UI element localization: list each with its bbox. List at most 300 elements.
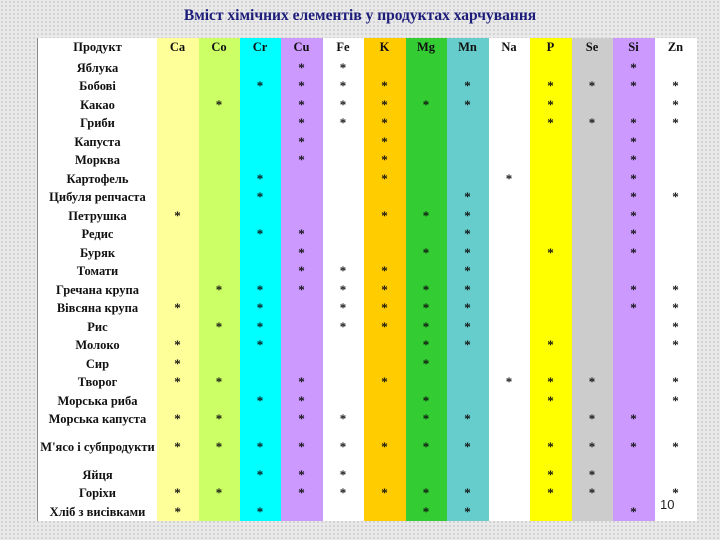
cell-p bbox=[530, 392, 572, 411]
cell-co bbox=[199, 318, 240, 337]
cell-mg bbox=[406, 225, 447, 244]
cell-cr bbox=[240, 392, 281, 411]
cell-mn bbox=[447, 59, 489, 78]
presence-mark: * bbox=[422, 318, 430, 334]
cell-se bbox=[572, 336, 613, 355]
presence-mark: * bbox=[256, 170, 264, 186]
presence-mark: * bbox=[339, 78, 347, 94]
cell-cr bbox=[240, 207, 281, 226]
cell-si bbox=[613, 151, 655, 170]
presence-mark: * bbox=[381, 439, 388, 454]
cell-ca bbox=[157, 281, 199, 300]
presence-mark: * bbox=[464, 503, 471, 519]
product-name: Капуста bbox=[38, 133, 158, 152]
header-cu: Cu bbox=[281, 38, 323, 59]
presence-mark: * bbox=[464, 300, 471, 316]
cell-co bbox=[199, 484, 240, 503]
cell-co bbox=[199, 133, 240, 152]
cell-si bbox=[613, 59, 655, 78]
cell-co bbox=[199, 355, 240, 374]
presence-mark: * bbox=[256, 300, 264, 316]
cell-cu bbox=[281, 59, 323, 78]
cell-ca bbox=[157, 355, 199, 374]
cell-mg bbox=[406, 392, 447, 411]
cell-si bbox=[613, 96, 655, 115]
cell-p bbox=[530, 207, 572, 226]
presence-mark: * bbox=[381, 263, 388, 279]
cell-mg bbox=[406, 262, 447, 281]
cell-ca bbox=[157, 188, 199, 207]
cell-ca bbox=[157, 151, 199, 170]
cell-cu bbox=[281, 114, 323, 133]
cell-mn bbox=[447, 392, 489, 411]
cell-co bbox=[199, 281, 240, 300]
header-ca: Ca bbox=[157, 38, 199, 59]
product-name: Томати bbox=[38, 262, 158, 281]
table-row bbox=[38, 114, 697, 133]
product-name: Картофель bbox=[38, 170, 158, 189]
table-row bbox=[38, 133, 697, 152]
header-mn: Mn bbox=[447, 38, 489, 59]
header-zn: Zn bbox=[655, 38, 697, 59]
cell-si bbox=[613, 484, 655, 503]
cell-fe bbox=[323, 114, 364, 133]
cell-si bbox=[613, 114, 655, 133]
cell-cu bbox=[281, 281, 323, 300]
table-row bbox=[38, 225, 697, 244]
presence-mark: * bbox=[588, 485, 596, 501]
cell-p bbox=[530, 503, 572, 522]
cell-cr bbox=[240, 336, 281, 355]
presence-mark: * bbox=[505, 374, 513, 390]
header-mg: Mg bbox=[406, 38, 447, 59]
cell-mg bbox=[406, 170, 447, 189]
cell-mn bbox=[447, 503, 489, 522]
cell-mg bbox=[406, 133, 447, 152]
presence-mark: * bbox=[630, 189, 637, 205]
cell-mg bbox=[406, 336, 447, 355]
cell-p bbox=[530, 151, 572, 170]
presence-mark: * bbox=[630, 115, 637, 131]
cell-cu bbox=[281, 336, 323, 355]
presence-mark: * bbox=[672, 485, 679, 501]
cell-ca bbox=[157, 207, 199, 226]
cell-se bbox=[572, 299, 613, 318]
cell-co bbox=[199, 373, 240, 392]
presence-mark: * bbox=[547, 337, 554, 353]
cell-mn bbox=[447, 336, 489, 355]
presence-mark: * bbox=[672, 300, 679, 316]
presence-mark: * bbox=[381, 152, 388, 168]
cell-k bbox=[364, 77, 406, 96]
cell-fe bbox=[323, 244, 364, 263]
cell-ca bbox=[157, 114, 199, 133]
presence-mark: * bbox=[215, 318, 223, 334]
cell-cu bbox=[281, 299, 323, 318]
presence-mark: * bbox=[630, 59, 637, 75]
table-row bbox=[38, 170, 697, 189]
cell-zn bbox=[655, 262, 697, 281]
cell-co bbox=[199, 96, 240, 115]
product-name: Петрушка bbox=[38, 207, 158, 226]
cell-ca bbox=[157, 59, 199, 78]
header-cr: Cr bbox=[240, 38, 281, 59]
cell-cr bbox=[240, 318, 281, 337]
presence-mark: * bbox=[630, 78, 637, 94]
cell-cr bbox=[240, 96, 281, 115]
cell-na bbox=[489, 244, 530, 263]
table-row bbox=[38, 299, 697, 318]
header-p: P bbox=[530, 38, 572, 59]
cell-p bbox=[530, 336, 572, 355]
cell-se bbox=[572, 373, 613, 392]
cell-fe bbox=[323, 59, 364, 78]
cell-si bbox=[613, 503, 655, 522]
cell-si bbox=[613, 392, 655, 411]
cell-fe bbox=[323, 262, 364, 281]
presence-mark: * bbox=[422, 439, 430, 454]
presence-mark: * bbox=[339, 439, 347, 454]
presence-mark: * bbox=[464, 78, 471, 94]
presence-mark: * bbox=[547, 78, 554, 94]
cell-cu bbox=[281, 466, 323, 485]
cell-co bbox=[199, 299, 240, 318]
cell-zn bbox=[655, 114, 697, 133]
cell-fe bbox=[323, 466, 364, 485]
presence-mark: * bbox=[298, 374, 305, 390]
presence-mark: * bbox=[339, 300, 347, 316]
presence-mark: * bbox=[298, 78, 305, 94]
cell-fe bbox=[323, 392, 364, 411]
presence-mark: * bbox=[464, 226, 471, 242]
presence-mark: * bbox=[464, 207, 471, 223]
cell-mn bbox=[447, 170, 489, 189]
presence-mark: * bbox=[630, 439, 637, 454]
presence-mark: * bbox=[215, 485, 223, 501]
presence-mark: * bbox=[381, 78, 388, 94]
presence-mark: * bbox=[256, 466, 264, 482]
cell-ca bbox=[157, 392, 199, 411]
cell-cu bbox=[281, 429, 323, 466]
presence-mark: * bbox=[422, 392, 430, 408]
presence-mark: * bbox=[630, 244, 637, 260]
cell-ca bbox=[157, 429, 199, 466]
cell-p bbox=[530, 59, 572, 78]
cell-cu bbox=[281, 151, 323, 170]
table-row bbox=[38, 484, 697, 503]
presence-mark: * bbox=[256, 439, 264, 454]
cell-p bbox=[530, 355, 572, 374]
cell-ca bbox=[157, 170, 199, 189]
presence-mark: * bbox=[215, 374, 223, 390]
cell-k bbox=[364, 318, 406, 337]
cell-p bbox=[530, 281, 572, 300]
presence-mark: * bbox=[464, 411, 471, 427]
product-name: Морська риба bbox=[38, 392, 158, 411]
cell-fe bbox=[323, 336, 364, 355]
cell-mg bbox=[406, 299, 447, 318]
table-row bbox=[38, 207, 697, 226]
cell-na bbox=[489, 114, 530, 133]
product-name: Творог bbox=[38, 373, 158, 392]
cell-ca bbox=[157, 225, 199, 244]
cell-k bbox=[364, 281, 406, 300]
cell-na bbox=[489, 392, 530, 411]
cell-se bbox=[572, 188, 613, 207]
presence-mark: * bbox=[630, 133, 637, 149]
cell-co bbox=[199, 225, 240, 244]
cell-mn bbox=[447, 281, 489, 300]
cell-co bbox=[199, 410, 240, 429]
presence-mark: * bbox=[298, 485, 305, 501]
cell-k bbox=[364, 207, 406, 226]
cell-co bbox=[199, 503, 240, 522]
presence-mark: * bbox=[630, 226, 637, 242]
cell-mg bbox=[406, 59, 447, 78]
product-name: Гречана крупа bbox=[38, 281, 158, 300]
cell-mn bbox=[447, 225, 489, 244]
cell-mg bbox=[406, 244, 447, 263]
cell-zn bbox=[655, 59, 697, 78]
cell-se bbox=[572, 392, 613, 411]
presence-mark: * bbox=[339, 411, 347, 427]
cell-zn bbox=[655, 392, 697, 411]
cell-co bbox=[199, 188, 240, 207]
cell-zn bbox=[655, 133, 697, 152]
presence-mark: * bbox=[381, 485, 388, 501]
cell-mg bbox=[406, 318, 447, 337]
cell-si bbox=[613, 244, 655, 263]
cell-mn bbox=[447, 410, 489, 429]
product-name: Молоко bbox=[38, 336, 158, 355]
cell-cu bbox=[281, 355, 323, 374]
cell-cr bbox=[240, 77, 281, 96]
cell-se bbox=[572, 114, 613, 133]
header-co: Co bbox=[199, 38, 240, 59]
cell-cr bbox=[240, 299, 281, 318]
presence-mark: * bbox=[464, 263, 471, 279]
cell-na bbox=[489, 318, 530, 337]
presence-mark: * bbox=[464, 337, 471, 353]
cell-k bbox=[364, 355, 406, 374]
presence-mark: * bbox=[505, 170, 513, 186]
cell-si bbox=[613, 207, 655, 226]
presence-mark: * bbox=[464, 244, 471, 260]
cell-zn bbox=[655, 207, 697, 226]
cell-zn bbox=[655, 96, 697, 115]
cell-cu bbox=[281, 188, 323, 207]
cell-na bbox=[489, 59, 530, 78]
cell-cu bbox=[281, 484, 323, 503]
cell-se bbox=[572, 262, 613, 281]
cell-fe bbox=[323, 429, 364, 466]
header-si: Si bbox=[613, 38, 655, 59]
cell-se bbox=[572, 410, 613, 429]
cell-co bbox=[199, 59, 240, 78]
product-name: Цибуля репчаста bbox=[38, 188, 158, 207]
cell-se bbox=[572, 318, 613, 337]
cell-fe bbox=[323, 318, 364, 337]
cell-p bbox=[530, 429, 572, 466]
cell-cr bbox=[240, 373, 281, 392]
cell-k bbox=[364, 410, 406, 429]
cell-co bbox=[199, 336, 240, 355]
cell-zn bbox=[655, 318, 697, 337]
presence-mark: * bbox=[381, 170, 388, 186]
cell-mn bbox=[447, 96, 489, 115]
cell-na bbox=[489, 77, 530, 96]
cell-mn bbox=[447, 188, 489, 207]
cell-ca bbox=[157, 484, 199, 503]
cell-k bbox=[364, 373, 406, 392]
cell-cr bbox=[240, 262, 281, 281]
cell-co bbox=[199, 466, 240, 485]
presence-mark: * bbox=[381, 318, 388, 334]
presence-mark: * bbox=[547, 392, 554, 408]
product-name: Хліб з висівками bbox=[38, 503, 158, 522]
cell-si bbox=[613, 170, 655, 189]
cell-si bbox=[613, 410, 655, 429]
presence-mark: * bbox=[422, 503, 430, 519]
presence-mark: * bbox=[672, 96, 679, 112]
cell-co bbox=[199, 151, 240, 170]
cell-ca bbox=[157, 299, 199, 318]
presence-mark: * bbox=[422, 300, 430, 316]
presence-mark: * bbox=[588, 115, 596, 131]
cell-co bbox=[199, 114, 240, 133]
cell-fe bbox=[323, 410, 364, 429]
cell-k bbox=[364, 114, 406, 133]
cell-si bbox=[613, 318, 655, 337]
presence-mark: * bbox=[339, 281, 347, 297]
cell-si bbox=[613, 466, 655, 485]
cell-mg bbox=[406, 77, 447, 96]
cell-cu bbox=[281, 318, 323, 337]
table-row bbox=[38, 318, 697, 337]
presence-mark: * bbox=[630, 152, 637, 168]
cell-mg bbox=[406, 281, 447, 300]
cell-k bbox=[364, 151, 406, 170]
cell-mg bbox=[406, 151, 447, 170]
cell-cr bbox=[240, 503, 281, 522]
header-na: Na bbox=[489, 38, 530, 59]
cell-fe bbox=[323, 355, 364, 374]
presence-mark: * bbox=[256, 189, 264, 205]
presence-mark: * bbox=[547, 466, 554, 482]
presence-mark: * bbox=[174, 374, 181, 390]
cell-na bbox=[489, 299, 530, 318]
cell-fe bbox=[323, 96, 364, 115]
presence-mark: * bbox=[630, 281, 637, 297]
cell-si bbox=[613, 429, 655, 466]
cell-mn bbox=[447, 355, 489, 374]
presence-mark: * bbox=[630, 503, 637, 519]
cell-mg bbox=[406, 114, 447, 133]
presence-mark: * bbox=[588, 411, 596, 427]
table-row bbox=[38, 466, 697, 485]
cell-na bbox=[489, 355, 530, 374]
cell-zn bbox=[655, 355, 697, 374]
cell-cu bbox=[281, 225, 323, 244]
cell-na bbox=[489, 373, 530, 392]
cell-na bbox=[489, 429, 530, 466]
presence-mark: * bbox=[630, 207, 637, 223]
cell-mn bbox=[447, 429, 489, 466]
presence-mark: * bbox=[298, 439, 305, 454]
presence-mark: * bbox=[464, 189, 471, 205]
presence-mark: * bbox=[422, 96, 430, 112]
presence-mark: * bbox=[422, 281, 430, 297]
cell-fe bbox=[323, 133, 364, 152]
presence-mark: * bbox=[339, 318, 347, 334]
cell-fe bbox=[323, 207, 364, 226]
cell-mg bbox=[406, 484, 447, 503]
cell-si bbox=[613, 225, 655, 244]
cell-mg bbox=[406, 373, 447, 392]
presence-mark: * bbox=[672, 374, 679, 390]
page-number: 10 bbox=[660, 497, 675, 512]
cell-p bbox=[530, 114, 572, 133]
presence-mark: * bbox=[672, 115, 679, 131]
table-row bbox=[38, 59, 697, 78]
cell-se bbox=[572, 244, 613, 263]
cell-ca bbox=[157, 262, 199, 281]
cell-mg bbox=[406, 188, 447, 207]
cell-k bbox=[364, 429, 406, 466]
cell-p bbox=[530, 318, 572, 337]
presence-mark: * bbox=[547, 439, 554, 454]
product-name: Вівсяна крупа bbox=[38, 299, 158, 318]
presence-mark: * bbox=[256, 503, 264, 519]
cell-na bbox=[489, 410, 530, 429]
cell-mn bbox=[447, 133, 489, 152]
header-row bbox=[38, 38, 697, 59]
presence-mark: * bbox=[422, 207, 430, 223]
table-row bbox=[38, 77, 697, 96]
cell-na bbox=[489, 96, 530, 115]
header-product: Продукт bbox=[38, 38, 158, 59]
table-row bbox=[38, 188, 697, 207]
cell-se bbox=[572, 151, 613, 170]
cell-p bbox=[530, 133, 572, 152]
cell-co bbox=[199, 429, 240, 466]
header-k: K bbox=[364, 38, 406, 59]
product-name: Морква bbox=[38, 151, 158, 170]
presence-mark: * bbox=[174, 411, 181, 427]
presence-mark: * bbox=[174, 439, 181, 454]
cell-ca bbox=[157, 77, 199, 96]
presence-mark: * bbox=[672, 439, 679, 454]
presence-mark: * bbox=[298, 96, 305, 112]
cell-na bbox=[489, 503, 530, 522]
cell-p bbox=[530, 77, 572, 96]
cell-se bbox=[572, 225, 613, 244]
presence-mark: * bbox=[422, 244, 430, 260]
cell-cr bbox=[240, 188, 281, 207]
presence-mark: * bbox=[588, 374, 596, 390]
cell-na bbox=[489, 281, 530, 300]
product-name: Сир bbox=[38, 355, 158, 374]
presence-mark: * bbox=[174, 300, 181, 316]
cell-na bbox=[489, 188, 530, 207]
cell-si bbox=[613, 188, 655, 207]
cell-p bbox=[530, 373, 572, 392]
presence-mark: * bbox=[215, 96, 223, 112]
cell-zn bbox=[655, 170, 697, 189]
presence-mark: * bbox=[298, 152, 305, 168]
cell-ca bbox=[157, 318, 199, 337]
cell-co bbox=[199, 392, 240, 411]
